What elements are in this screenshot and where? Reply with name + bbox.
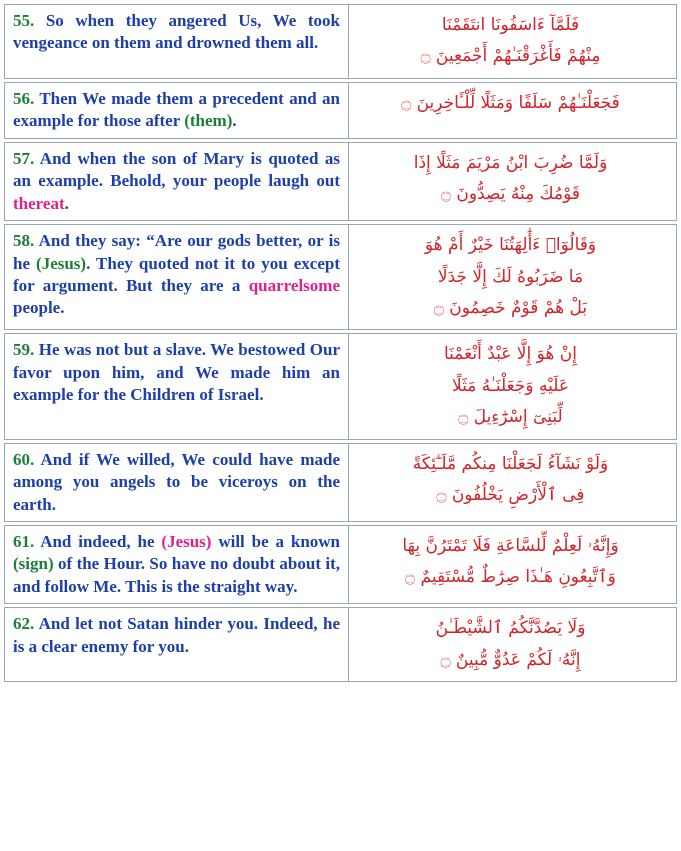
arabic-line: بَلْ هُمْ قَوْمٌ خَصِمُونَ ۝ [433, 297, 588, 318]
verse-number: 62. [13, 614, 35, 634]
arabic-line: وَلَوْ نَشَآءُ لَجَعَلْنَا مِنكُم مَّلَـٰٓئِكَةً [412, 453, 609, 474]
arabic-line: فِى ٱلْأَرْضِ يَخْلُفُونَ ۝ [436, 485, 585, 506]
arabic-cell [349, 334, 676, 438]
verse-row [4, 82, 677, 139]
verse-number: 58. [13, 231, 35, 251]
translation-text: (Jesus) [36, 253, 87, 273]
verse-number: 61. [13, 532, 35, 551]
translation-text: So when they angered Us, We took vengeance on them and drowned them all. [13, 11, 340, 53]
verse-row [4, 443, 677, 522]
translation-text: (them) [184, 111, 233, 131]
translation-text: And they say: “Are our gods better, or is he [13, 231, 340, 273]
verse-row [4, 607, 677, 682]
translation-text: And let not Satan hinder you. Indeed, he is a clear enemy for you. [13, 614, 340, 656]
translation-text: of the Hour. So have no doubt about it, and follow Me. This is the straight way. [13, 554, 340, 596]
translation-text: will be a known [211, 532, 341, 551]
arabic-line: قَوْمُكَ مِنْهُ يَصِدُّونَ ۝ [441, 184, 580, 205]
arabic-line: فَجَعَلْنَـٰهُمْ سَلَفًا وَمَثَلًا لِّلْـَٔاخِرِينَ ۝ [401, 92, 620, 113]
verse-number: 60. [13, 449, 35, 469]
translation-text: quarrelsome [248, 275, 340, 295]
arabic-cell [349, 5, 676, 78]
translation-text: thereat [13, 193, 65, 213]
arabic-line: مِنْهُمْ فَأَغْرَقْنَـٰهُمْ أَجْمَعِينَ ۝ [420, 46, 601, 67]
translation-text: (Jesus) [161, 532, 212, 551]
arabic-line: وَإِنَّهُۥ لَعِلْمٌ لِّلسَّاعَةِ فَلَا تَمْتَرُنَّ بِهَا [402, 536, 619, 556]
verse-number: 59. [13, 340, 35, 360]
translation-cell [5, 608, 349, 681]
translation-cell [5, 143, 349, 220]
arabic-line: وَلَمَّا ضُرِبَ ابْنُ مَرْيَمَ مَثَلًا إِذَا [413, 152, 608, 173]
arabic-cell [349, 444, 676, 521]
arabic-cell [349, 83, 676, 138]
translation-cell [5, 444, 349, 521]
translation-cell [5, 334, 349, 438]
verse-number: 55. [13, 11, 35, 30]
translation-text: He was not but a slave. We bestowed Our favor upon him, and We made him an example for the Children of Israel. [13, 340, 340, 405]
verse-row [4, 4, 677, 79]
translation-cell [5, 83, 349, 138]
arabic-line: لِّبَنِىٓ إِسْرَٰٓءِيلَ ۝ [458, 407, 563, 428]
translation-text: (sign) [13, 554, 54, 574]
arabic-line: وَلَا يَصُدَّنَّكُمُ ٱلشَّيْطَـٰنُ [435, 618, 586, 639]
arabic-line: وَٱتَّبِعُونِ هَـٰذَا صِرَٰطٌ مُّسْتَقِيمٌ ۝ [405, 567, 616, 588]
arabic-line: فَلَمَّآ ءَاسَفُونَا انتَقَمْنَا [441, 15, 580, 35]
translation-cell [5, 225, 349, 329]
arabic-line: مَا ضَرَبُوهُ لَكَ إِلَّا جَدَلًا [437, 266, 584, 287]
arabic-cell [349, 143, 676, 220]
translation-cell [5, 526, 349, 603]
arabic-line: إِنَّهُۥ لَكُمْ عَدُوٌّ مُّبِينٌ ۝ [440, 649, 581, 670]
verse-row [4, 525, 677, 604]
translation-text: . They quoted not it to you except for argument. But they are a [13, 253, 340, 295]
arabic-cell [349, 225, 676, 329]
translation-text: And indeed, he [40, 532, 162, 551]
verse-row [4, 224, 677, 330]
translation-text: And when the son of Mary is quoted as an example. Behold, your people laugh out [13, 148, 341, 191]
translation-text: Then We made them a precedent and an example for those after [13, 88, 340, 131]
arabic-line: عَلَيْهِ وَجَعَلْنَـٰهُ مَثَلًا [452, 375, 569, 396]
verse-row [4, 333, 677, 439]
translation-text: . [232, 111, 237, 131]
arabic-line: وَقَالُوٓا۟ ءَأَٰلِهَتُنَا خَيْرٌ أَمْ هُوَ [424, 235, 597, 256]
verse-row [4, 142, 677, 221]
translation-text: . [64, 193, 69, 213]
verse-number: 57. [13, 148, 35, 168]
arabic-line: إِنْ هُوَ إِلَّا عَبْدٌ أَنْعَمْنَا [444, 344, 577, 365]
arabic-cell [349, 608, 676, 681]
translation-text: And if We willed, We could have made among you angels to be viceroys on the earth. [13, 449, 340, 514]
translation-cell [5, 5, 349, 78]
translation-text: people. [13, 298, 65, 318]
verse-number: 56. [13, 88, 35, 108]
verse-list [4, 4, 677, 685]
arabic-cell [349, 526, 676, 603]
